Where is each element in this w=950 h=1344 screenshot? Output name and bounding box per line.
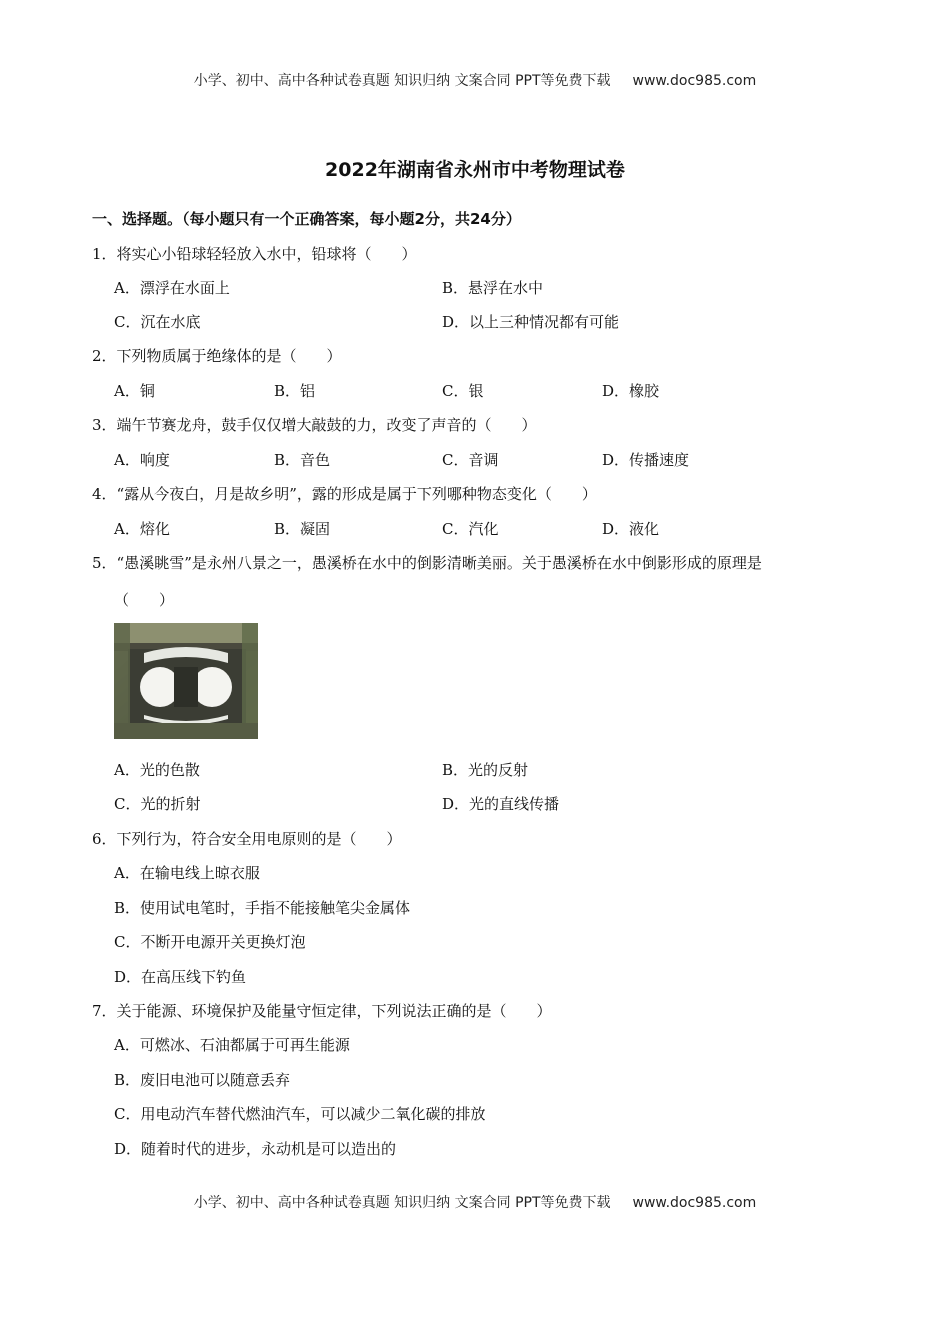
q7-option-c[interactable]: C．用电动汽车替代燃油汽车，可以减少二氧化碳的排放 xyxy=(114,1105,486,1123)
q2-option-a[interactable]: A．铜 xyxy=(114,382,155,400)
page-footer xyxy=(0,1192,950,1212)
q1-option-b[interactable]: B．悬浮在水中 xyxy=(442,279,544,297)
header-site-link[interactable]: www.doc985.com xyxy=(632,73,757,89)
q5-option-a[interactable]: A．光的色散 xyxy=(114,761,200,779)
q4-option-b[interactable]: B．凝固 xyxy=(274,520,331,538)
question-2-stem: 2．下列物质属于绝缘体的是（ ） xyxy=(92,347,342,365)
q7-option-d[interactable]: D．随着时代的进步，永动机是可以造出的 xyxy=(114,1140,397,1158)
question-7-stem: 7．关于能源、环境保护及能量守恒定律，下列说法正确的是（ ） xyxy=(92,1002,552,1020)
q5-option-b[interactable]: B．光的反射 xyxy=(442,761,529,779)
q5-option-d[interactable]: D．光的直线传播 xyxy=(442,795,560,813)
bridge-reflection-photo xyxy=(114,623,258,739)
q6-option-c[interactable]: C．不断开电源开关更换灯泡 xyxy=(114,933,306,951)
q1-option-d[interactable]: D．以上三种情况都有可能 xyxy=(442,313,620,331)
q3-option-a[interactable]: A．响度 xyxy=(114,451,170,469)
question-3-stem: 3．端午节赛龙舟，鼓手仅仅增大敲鼓的力，改变了声音的（ ） xyxy=(92,416,537,434)
page-header xyxy=(0,70,950,90)
page-title: 2022年湖南省永州市中考物理试卷 xyxy=(325,159,625,181)
q2-option-c[interactable]: C．银 xyxy=(442,382,484,400)
question-1-stem: 1．将实心小铅球轻轻放入水中，铅球将（ ） xyxy=(92,245,417,263)
q6-option-d[interactable]: D．在高压线下钓鱼 xyxy=(114,968,247,986)
q3-option-c[interactable]: C．音调 xyxy=(442,451,499,469)
question-6-stem: 6．下列行为，符合安全用电原则的是（ ） xyxy=(92,830,402,848)
question-5-stem: 5．“愚溪眺雪”是永州八景之一，愚溪桥在水中的倒影清晰美丽。关于愚溪桥在水中倒影形成的原理是 xyxy=(92,554,762,572)
q2-option-b[interactable]: B．铝 xyxy=(274,382,316,400)
question-5-stem-continued: （ ） xyxy=(114,591,175,609)
q3-option-b[interactable]: B．音色 xyxy=(274,451,331,469)
q2-option-d[interactable]: D．橡胶 xyxy=(602,382,660,400)
q3-option-d[interactable]: D．传播速度 xyxy=(602,451,690,469)
q1-option-a[interactable]: A．漂浮在水面上 xyxy=(114,279,230,297)
q4-option-d[interactable]: D．液化 xyxy=(602,520,660,538)
section-heading: 一、选择题。（每小题只有一个正确答案，每小题2分，共24分） xyxy=(92,210,521,228)
q7-option-a[interactable]: A．可燃冰、石油都属于可再生能源 xyxy=(114,1036,350,1054)
footer-text: 小学、初中、高中各种试卷真题 知识归纳 文案合同 PPT等免费下载 xyxy=(193,1195,611,1211)
q7-option-b[interactable]: B．废旧电池可以随意丢弃 xyxy=(114,1071,291,1089)
q1-option-c[interactable]: C．沉在水底 xyxy=(114,313,201,331)
q4-option-a[interactable]: A．熔化 xyxy=(114,520,170,538)
q6-option-b[interactable]: B．使用试电笔时，手指不能接触笔尖金属体 xyxy=(114,899,411,917)
q5-option-c[interactable]: C．光的折射 xyxy=(114,795,201,813)
q6-option-a[interactable]: A．在输电线上晾衣服 xyxy=(114,864,260,882)
footer-site-link[interactable]: www.doc985.com xyxy=(632,1195,757,1211)
question-4-stem: 4．“露从今夜白，月是故乡明”，露的形成是属于下列哪种物态变化（ ） xyxy=(92,485,597,503)
header-text: 小学、初中、高中各种试卷真题 知识归纳 文案合同 PPT等免费下载 xyxy=(193,73,611,89)
q4-option-c[interactable]: C．汽化 xyxy=(442,520,499,538)
